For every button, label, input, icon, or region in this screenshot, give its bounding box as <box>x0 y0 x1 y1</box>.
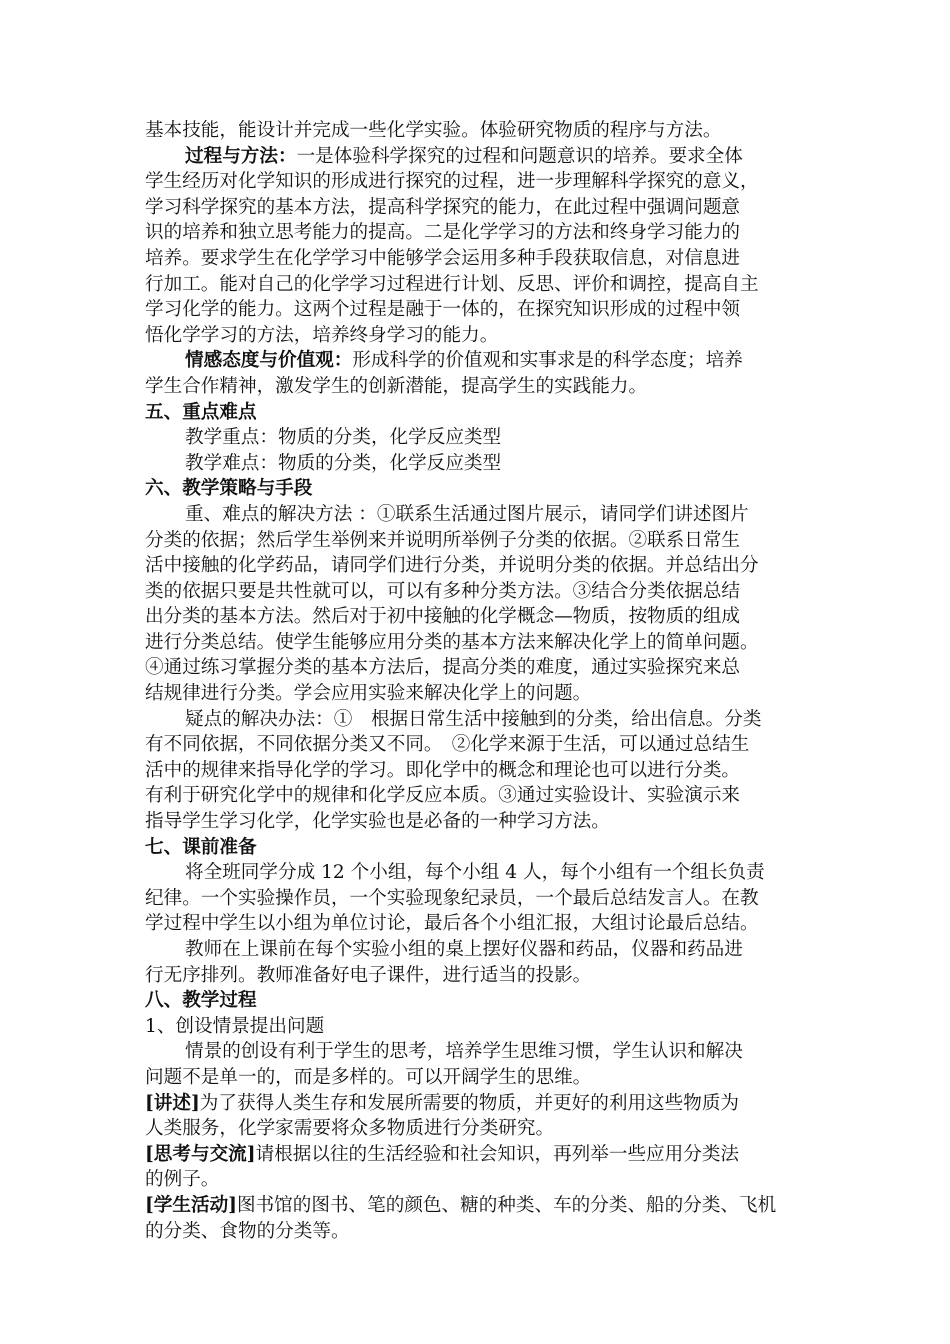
text-line <box>145 246 817 272</box>
text-line <box>145 1039 817 1065</box>
text-line <box>145 963 817 989</box>
text-line <box>145 1142 817 1168</box>
line-text: 教学重点：物质的分类，化学反应类型 <box>185 427 502 449</box>
text-line <box>145 604 817 630</box>
section-heading <box>145 400 817 426</box>
text-line <box>145 297 817 323</box>
line-text: 将全班同学分成 12 个小组，每个小组 4 人，每个小组有一个组长负责 <box>185 862 765 884</box>
line-text: 图书馆的图书、笔的颜色、糖的种类、车的分类、船的分类、飞机 <box>236 1194 777 1216</box>
text-line <box>145 937 817 963</box>
text-line <box>145 783 817 809</box>
text-line <box>145 220 817 246</box>
line-text: 1、创设情景提出问题 <box>145 1015 325 1037</box>
text-line <box>145 1193 817 1219</box>
line-text: 培养。要求学生在化学学习中能够学会运用多种手段获取信息，对信息进 <box>145 247 741 269</box>
line-text: 行无序排列。教师准备好电子课件，进行适当的投影。 <box>145 964 592 986</box>
text-line <box>145 707 817 733</box>
line-text: 识的培养和独立思考能力的提高。二是化学学习的方法和终身学习能力的 <box>145 222 741 244</box>
line-text: 出分类的基本方法。然后对于初中接触的化学概念—物质，按物质的组成 <box>145 606 741 628</box>
text-line <box>145 528 817 554</box>
text-line <box>145 655 817 681</box>
text-line <box>145 681 817 707</box>
text-line <box>145 758 817 784</box>
line-text: 为了获得人类生存和发展所需要的物质，并更好的利用这些物质为 <box>199 1092 740 1114</box>
text-line <box>145 860 817 886</box>
text-line <box>145 1065 817 1091</box>
text-line <box>145 195 817 221</box>
text-line <box>145 809 817 835</box>
line-text: 纪律。一个实验操作员，一个实验现象纪录员，一个最后总结发言人。在教 <box>145 887 759 909</box>
text-line <box>145 1116 817 1142</box>
bold-label: [学生活动] <box>145 1194 237 1216</box>
section-heading-text: 七、课前准备 <box>145 836 257 858</box>
line-text: 指导学生学习化学，化学实验也是必备的一种学习方法。 <box>145 811 610 833</box>
text-line <box>145 886 817 912</box>
line-text: 学过程中学生以小组为单位讨论，最后各个小组汇报，大组讨论最后总结。 <box>145 913 759 935</box>
text-line <box>145 118 817 144</box>
section-heading-text: 八、教学过程 <box>145 990 257 1012</box>
bold-label: [思考与交流] <box>145 1143 256 1165</box>
line-text: 活中接触的化学药品，请同学们进行分类，并说明分类的依据。并总结出分 <box>145 555 759 577</box>
line-text: 情景的创设有利于学生的思考，培养学生思维习惯，学生认识和解决 <box>185 1041 743 1063</box>
line-text: 进行分类总结。使学生能够应用分类的基本方法来解决化学上的简单问题。 <box>145 631 759 653</box>
line-text: 教学难点：物质的分类，化学反应类型 <box>185 452 502 474</box>
line-text: 学生经历对化学知识的形成进行探究的过程，进一步理解科学探究的意义， <box>145 171 759 193</box>
text-line <box>145 323 817 349</box>
text-line <box>145 1219 817 1245</box>
line-text: 的例子。 <box>145 1169 220 1191</box>
line-text: 活中的规律来指导化学的学习。即化学中的概念和理论也可以进行分类。 <box>145 759 741 781</box>
text-line <box>145 911 817 937</box>
line-text: 学习科学探究的基本方法，提高科学探究的能力，在此过程中强调问题意 <box>145 196 741 218</box>
line-text: 悟化学学习的方法，培养终身学习的能力。 <box>145 324 499 346</box>
line-text: 有利于研究化学中的规律和化学反应本质。③通过实验设计、实验演示来 <box>145 785 741 807</box>
line-text: 教师在上课前在每个实验小组的桌上摆好仪器和药品，仪器和药品进 <box>185 939 743 960</box>
line-text: 分类的依据；然后学生举例来并说明所举例子分类的依据。②联系日常生 <box>145 529 741 551</box>
text-line <box>145 1167 817 1193</box>
document-body <box>145 118 817 1244</box>
line-text: 请根据以往的生活经验和社会知识，再列举一些应用分类法 <box>255 1143 740 1165</box>
text-line <box>145 272 817 298</box>
section-heading-text: 六、教学策略与手段 <box>145 478 313 500</box>
text-line <box>145 1091 817 1117</box>
line-text: 重、难点的解决方法 ：①联系生活通过图片展示，请同学们讲述图片 <box>185 503 749 525</box>
text-line <box>145 1014 817 1040</box>
section-heading-text: 五、重点难点 <box>145 401 257 423</box>
section-heading <box>145 835 817 861</box>
text-line <box>145 348 817 374</box>
line-text: 形成科学的价值观和实事求是的科学态度；培养 <box>352 350 743 372</box>
line-text: 一是体验科学探究的过程和问题意识的培养。要求全体 <box>296 145 743 167</box>
text-line <box>145 630 817 656</box>
text-line <box>145 144 817 170</box>
bold-label: 情感态度与价值观： <box>185 350 353 372</box>
line-text: 疑点的解决办法：① 根据日常生活中接触到的分类，给出信息。分类 <box>185 708 762 730</box>
line-text: 学生合作精神，激发学生的创新潜能，提高学生的实践能力。 <box>145 375 648 397</box>
text-line <box>145 451 817 477</box>
text-line <box>145 553 817 579</box>
line-text: 有不同依据，不同依据分类又不同。 ②化学来源于生活，可以通过总结生 <box>145 734 750 756</box>
section-heading <box>145 988 817 1014</box>
line-text: 学习化学的能力。这两个过程是融于一体的，在探究知识形成的过程中领 <box>145 299 741 321</box>
text-line <box>145 425 817 451</box>
text-line <box>145 169 817 195</box>
text-line <box>145 502 817 528</box>
line-text: 类的依据只要是共性就可以，可以有多种分类方法。③结合分类依据总结 <box>145 580 741 602</box>
line-text: 人类服务，化学家需要将众多物质进行分类研究。 <box>145 1118 555 1140</box>
line-text: 结规律进行分类。学会应用实验来解决化学上的问题。 <box>145 683 592 705</box>
bold-label: 过程与方法： <box>185 145 297 167</box>
line-text: 问题不是单一的，而是多样的。可以开阔学生的思维。 <box>145 1066 592 1088</box>
bold-label: [讲述] <box>145 1092 200 1114</box>
line-text: ④通过练习掌握分类的基本方法后，提高分类的难度，通过实验探究来总 <box>145 657 741 679</box>
line-text: 基本技能，能设计并完成一些化学实验。体验研究物质的程序与方法。 <box>145 120 722 141</box>
text-line <box>145 374 817 400</box>
section-heading <box>145 476 817 502</box>
text-line <box>145 732 817 758</box>
line-text: 行加工。能对自己的化学学习过程进行计划、反思、评价和调控，提高自主 <box>145 273 759 295</box>
text-line <box>145 579 817 605</box>
line-text: 的分类、食物的分类等。 <box>145 1220 350 1242</box>
